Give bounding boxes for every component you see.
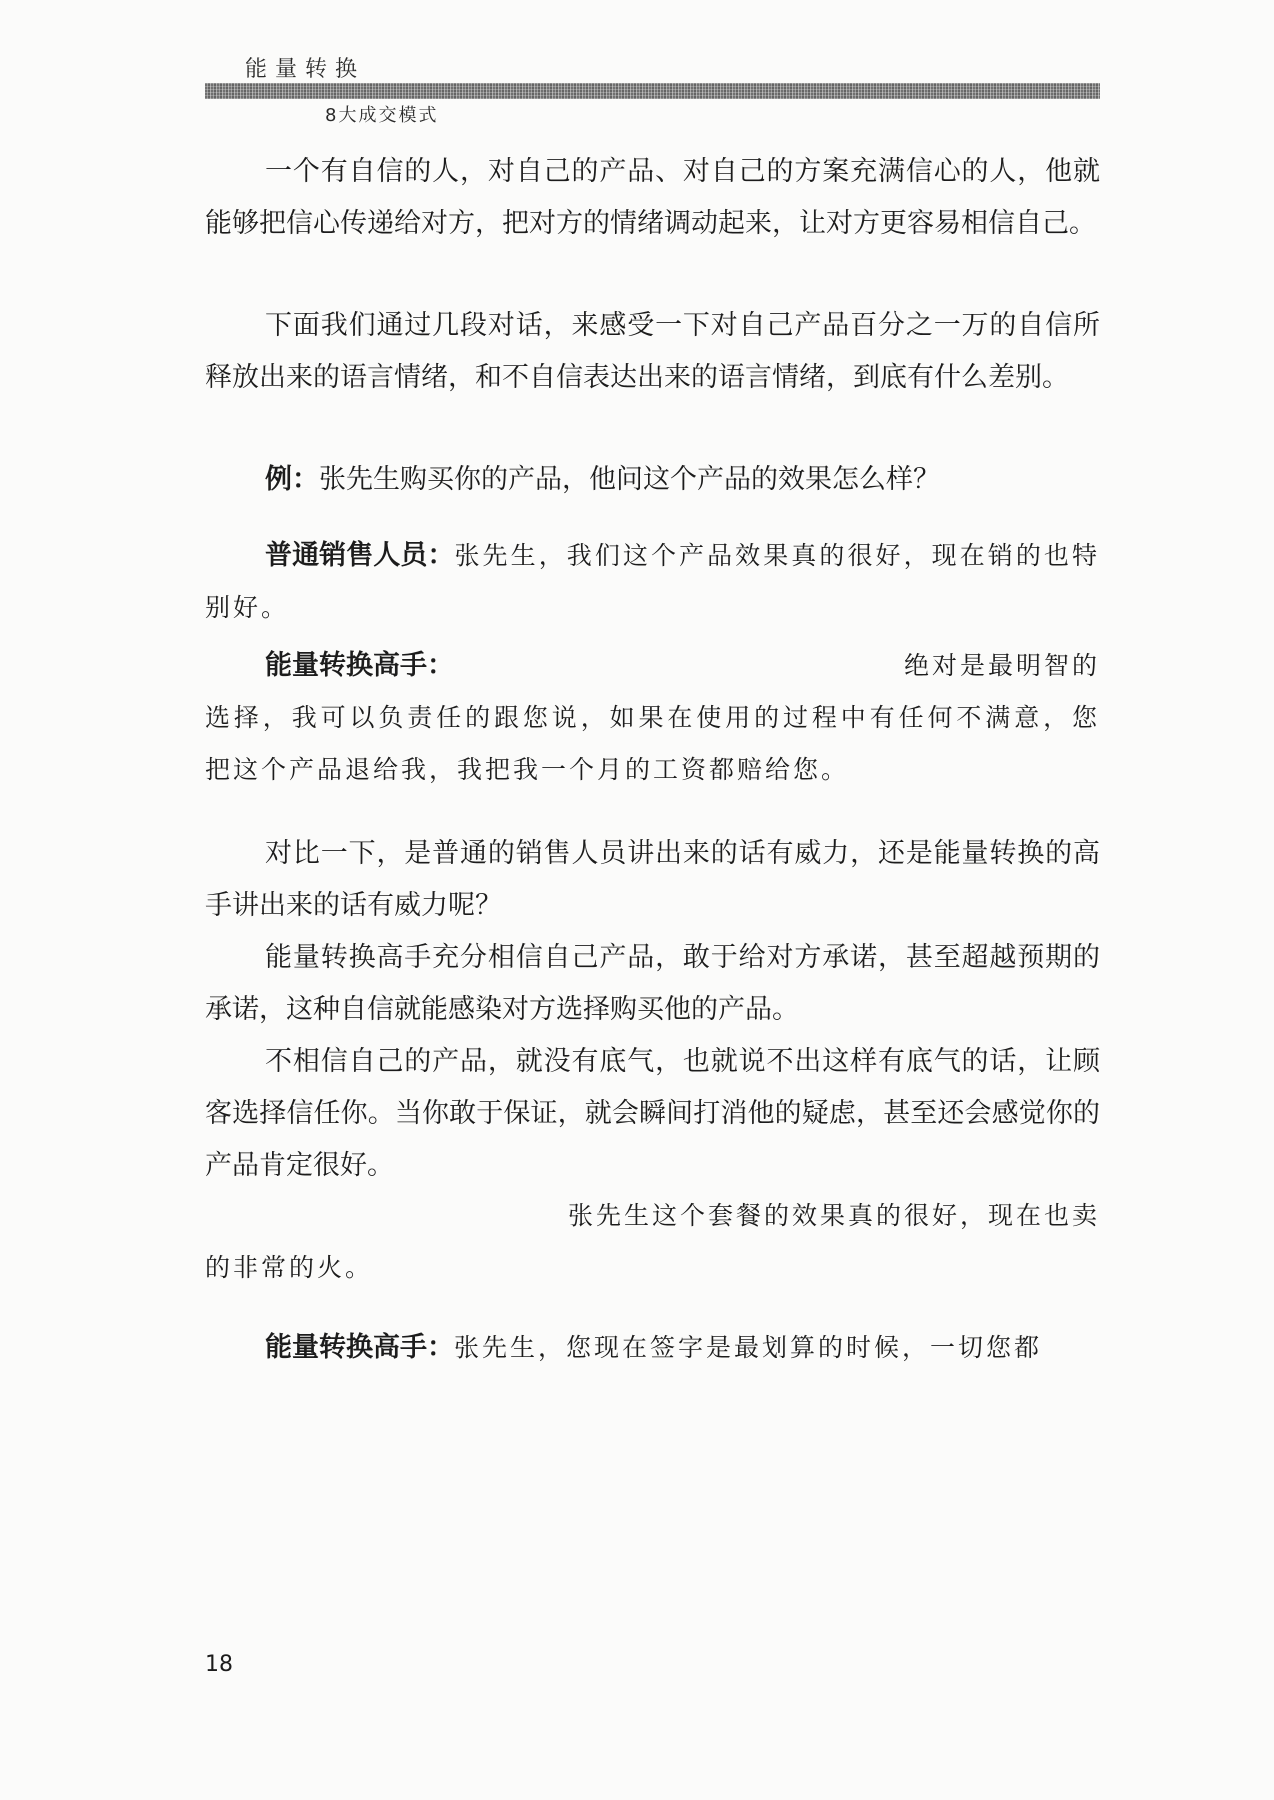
normal-sales-text: 张先生，我们这个产品效果真的很好，现在销的也特别好。 [205, 541, 1100, 622]
example-label: 例： [265, 464, 319, 495]
header-decorative-bar [205, 83, 1100, 99]
page-number: 18 [205, 1652, 233, 1677]
quote-line-1: 张先生这个套餐的效果真的很好，现在也卖 [567, 1201, 1100, 1230]
expert-speaker: 能量转换高手： [265, 650, 454, 681]
quote-block [205, 1190, 1100, 1294]
paragraph-5: 不相信自己的产品，就没有底气，也就说不出这样有底气的话，让顾客选择信任你。当你敢于保证，就会瞬间打消他的疑虑，甚至还会感觉你的产品肯定很好。 [205, 1046, 1100, 1181]
expert-dialogue [205, 640, 1100, 796]
expert-text: 选择，我可以负责任的跟您说，如果在使用的过程中有任何不满意，您把这个产品退给我，我把我一个月的工资都赔给您。 [205, 703, 1100, 784]
expert-dialogue-2 [205, 1322, 1100, 1374]
expert2-speaker: 能量转换高手： [265, 1332, 454, 1363]
example-paragraph [205, 454, 1100, 506]
quote-line-2: 的非常的火。 [205, 1253, 374, 1282]
normal-sales-dialogue [205, 530, 1100, 634]
normal-sales-speaker: 普通销售人员： [265, 540, 455, 571]
example-text: 张先生购买你的产品，他问这个产品的效果怎么样？ [319, 464, 940, 495]
paragraph-2: 下面我们通过几段对话，来感受一下对自己产品百分之一万的自信所释放出来的语言情绪，和不自信表达出来的语言情绪，到底有什么差别。 [205, 310, 1100, 393]
running-header-title: 能量转换 [245, 57, 366, 82]
running-header-subtitle: 8大成交模式 [325, 105, 439, 126]
expert2-text: 张先生，您现在签字是最划算的时候，一切您都 [454, 1333, 1043, 1362]
expert-line1-tail: 绝对是最明智的 [903, 651, 1100, 680]
paragraph-3: 对比一下，是普通的销售人员讲出来的话有威力，还是能量转换的高手讲出来的话有威力呢？ [205, 838, 1100, 921]
paragraph-1: 一个有自信的人，对自己的产品、对自己的方案充满信心的人，他就能够把信心传递给对方，把对方的情绪调动起来，让对方更容易相信自己。 [205, 156, 1100, 239]
paragraph-4: 能量转换高手充分相信自己产品，敢于给对方承诺，甚至超越预期的承诺，这种自信就能感染对方选择购买他的产品。 [205, 942, 1100, 1025]
